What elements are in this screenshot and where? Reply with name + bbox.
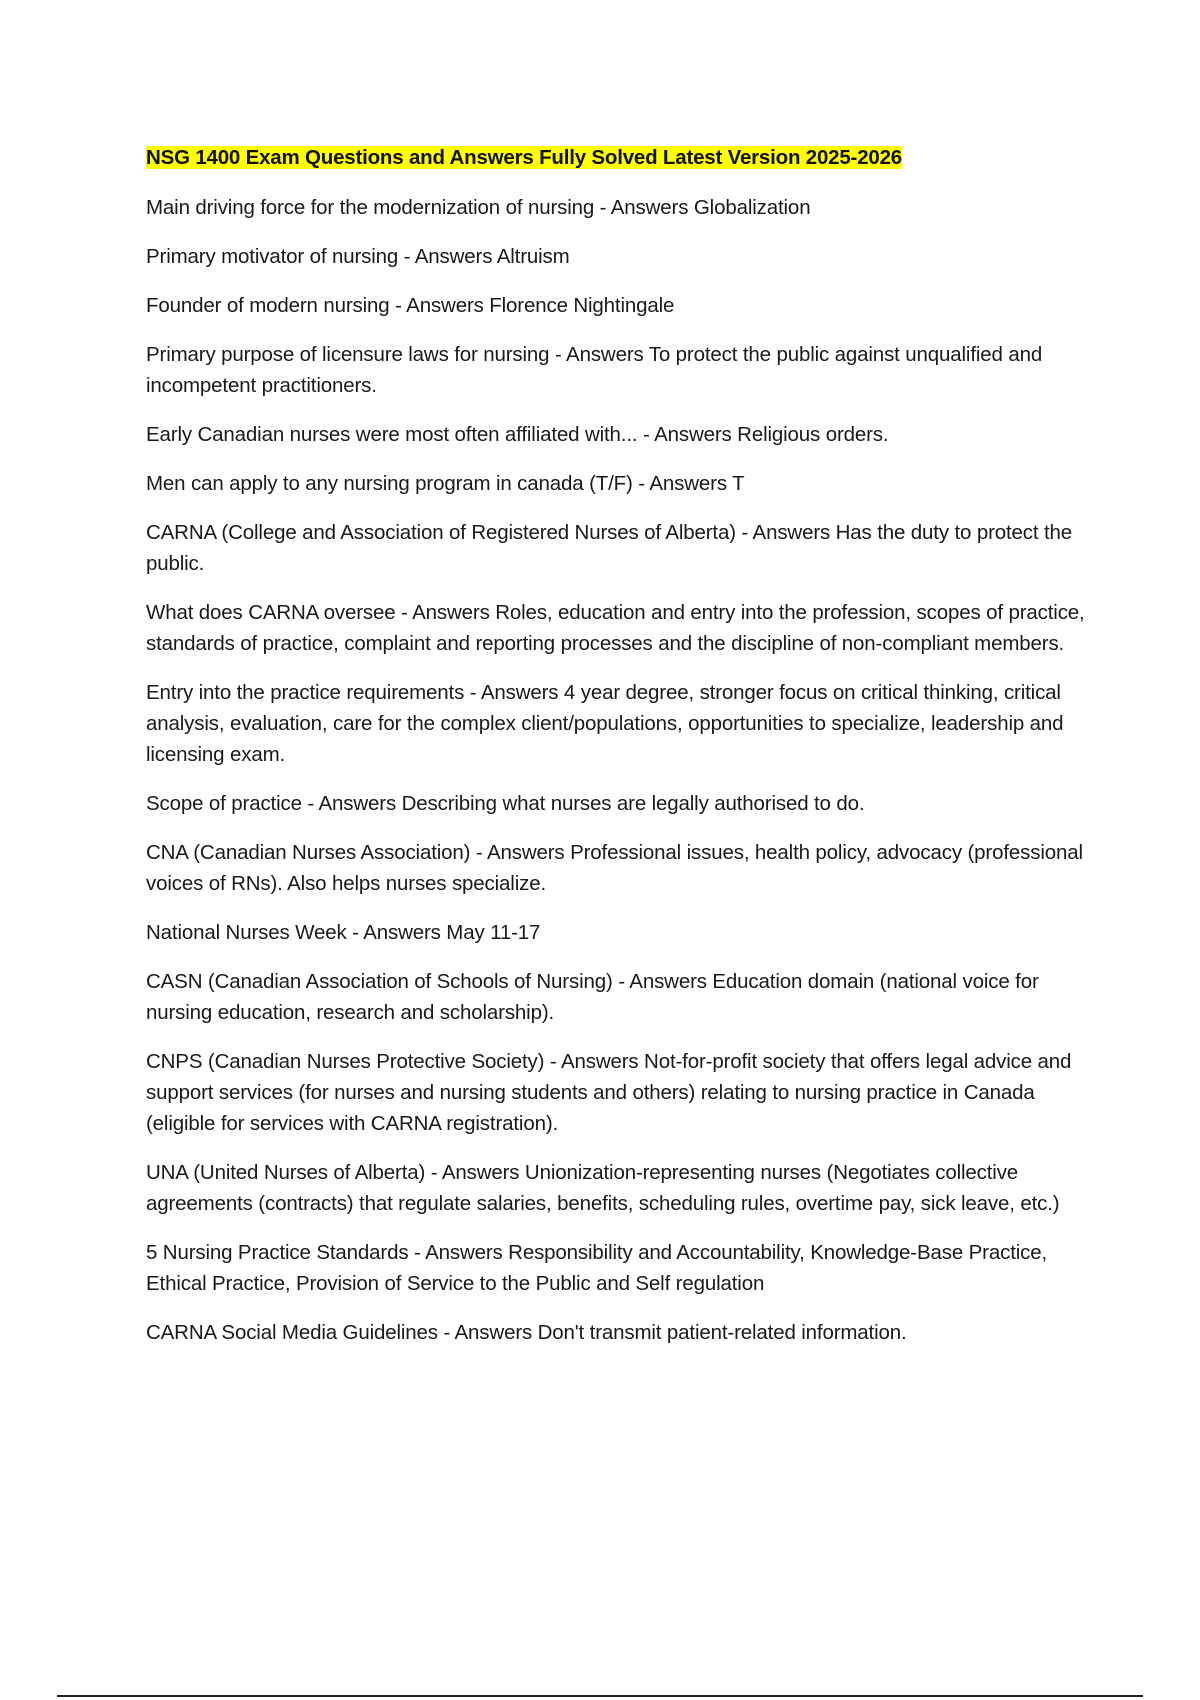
qa-item: CARNA Social Media Guidelines - Answers Don't transmit patient-related information. <box>146 1321 907 1344</box>
qa-item: Men can apply to any nursing program in canada (T/F) - Answers T <box>146 472 745 495</box>
qa-item: Entry into the practice requirements - Answers 4 year degree, stronger focus on critical thinking, critical analysis, evaluation, care for the complex client/populations, opportunities to specialize, leadership and licensing exam. <box>146 681 1064 766</box>
document-body <box>146 143 1096 1366</box>
qa-item: Primary purpose of licensure laws for nursing - Answers To protect the public against unqualified and incompetent practitioners. <box>146 343 1043 397</box>
qa-item: Primary motivator of nursing - Answers Altruism <box>146 245 570 268</box>
qa-item: Early Canadian nurses were most often affiliated with... - Answers Religious orders. <box>146 423 889 446</box>
qa-item: UNA (United Nurses of Alberta) - Answers Unionization-representing nurses (Negotiates collective agreements (contracts) that regulate salaries, benefits, scheduling rules, overtime pay, sick leave, etc.) <box>146 1161 1060 1215</box>
qa-item: CNA (Canadian Nurses Association) - Answers Professional issues, health policy, advocacy (professional voices of RNs). Also helps nurses specialize. <box>146 841 1083 895</box>
qa-item: Main driving force for the modernization of nursing - Answers Globalization <box>146 196 811 219</box>
qa-item: CARNA (College and Association of Registered Nurses of Alberta) - Answers Has the duty to protect the public. <box>146 521 1073 575</box>
page-bottom-divider <box>57 1695 1143 1697</box>
qa-item: CASN (Canadian Association of Schools of Nursing) - Answers Education domain (national voice for nursing education, research and scholarship). <box>146 970 1039 1024</box>
document-title: NSG 1400 Exam Questions and Answers Fully Solved Latest Version 2025-2026 <box>146 146 902 169</box>
qa-item: Scope of practice - Answers Describing what nurses are legally authorised to do. <box>146 792 865 815</box>
qa-item: 5 Nursing Practice Standards - Answers Responsibility and Accountability, Knowledge-Base Practice, Ethical Practice, Provision of Service to the Public and Self regulation <box>146 1241 1048 1295</box>
qa-item: CNPS (Canadian Nurses Protective Society) - Answers Not-for-profit society that offers legal advice and support services (for nurses and nursing students and others) relating to nursing practice in Canada (eligible for services with CARNA registration). <box>146 1050 1072 1135</box>
document-title-block <box>146 143 1096 175</box>
qa-item: National Nurses Week - Answers May 11-17 <box>146 921 541 944</box>
qa-item: What does CARNA oversee - Answers Roles, education and entry into the profession, scopes of practice, standards of practice, complaint and reporting processes and the discipline of non-compliant members. <box>146 601 1085 655</box>
qa-item: Founder of modern nursing - Answers Florence Nightingale <box>146 294 675 317</box>
